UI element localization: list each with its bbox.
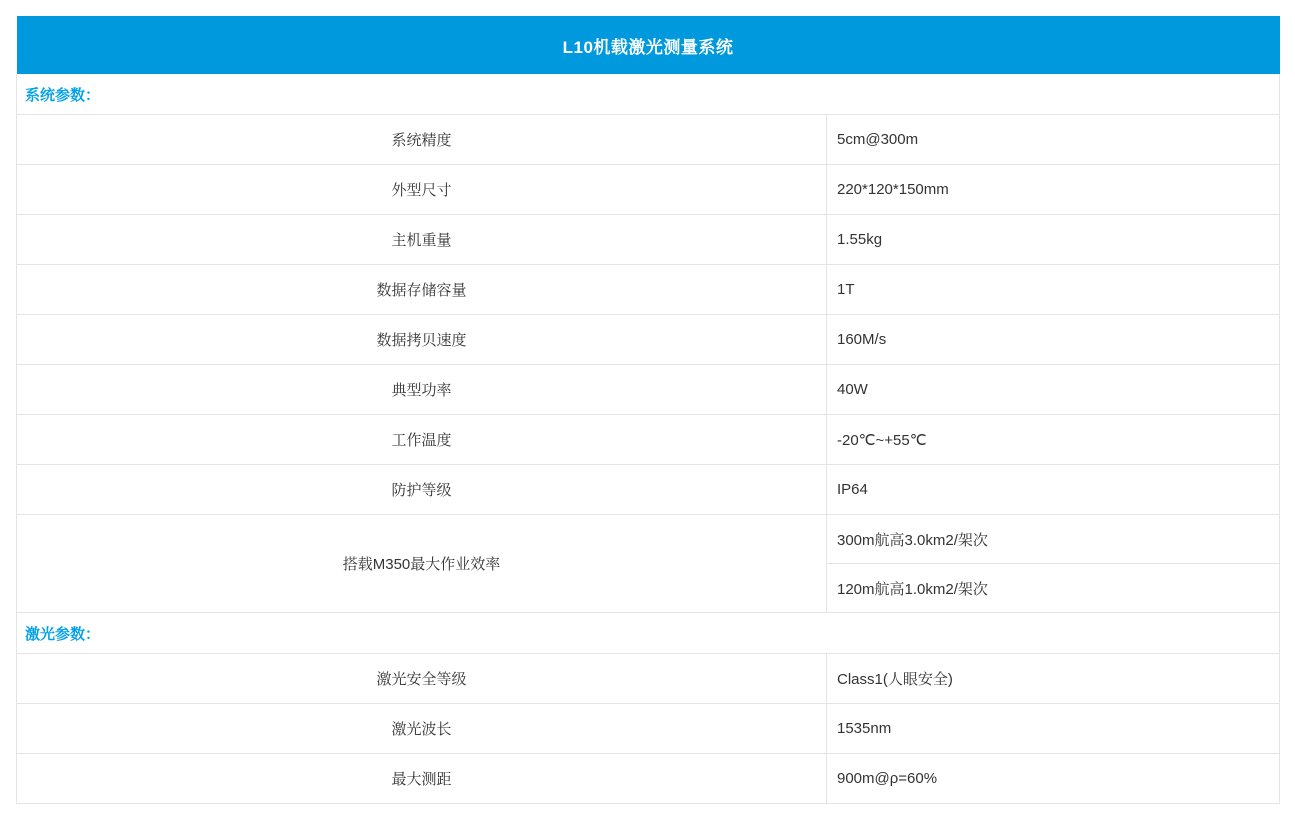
spec-label: 主机重量	[17, 215, 827, 265]
table-row	[17, 265, 1280, 315]
table-row	[17, 215, 1280, 265]
table-row	[17, 465, 1280, 515]
spec-value: 120m航高1.0km2/架次	[827, 564, 1280, 613]
table-row	[17, 115, 1280, 165]
spec-value: 1535nm	[827, 704, 1280, 754]
spec-value: 900m@ρ=60%	[827, 754, 1280, 804]
spec-label: 数据拷贝速度	[17, 315, 827, 365]
table-row	[17, 754, 1280, 804]
spec-value: 300m航高3.0km2/架次	[827, 515, 1280, 564]
table-row	[17, 365, 1280, 415]
spec-label: 激光波长	[17, 704, 827, 754]
spec-value: -20℃~+55℃	[827, 415, 1280, 465]
section-heading-row-system	[17, 74, 1280, 115]
page-title: L10机载激光测量系统	[17, 16, 1280, 74]
spec-value: 1T	[827, 265, 1280, 315]
spec-table-body	[17, 16, 1280, 804]
spec-label: 最大测距	[17, 754, 827, 804]
spec-value: Class1(人眼安全)	[827, 654, 1280, 704]
table-row	[17, 704, 1280, 754]
spec-value: 1.55kg	[827, 215, 1280, 265]
spec-label: 系统精度	[17, 115, 827, 165]
spec-value: IP64	[827, 465, 1280, 515]
section-heading-system: 系统参数：	[17, 74, 1280, 115]
section-heading-row-laser	[17, 613, 1280, 654]
spec-label: 防护等级	[17, 465, 827, 515]
spec-value: 5cm@300m	[827, 115, 1280, 165]
spec-label: 激光安全等级	[17, 654, 827, 704]
spec-value: 40W	[827, 365, 1280, 415]
spec-label: 工作温度	[17, 415, 827, 465]
spec-label: 外型尺寸	[17, 165, 827, 215]
title-row	[17, 16, 1280, 74]
table-row	[17, 415, 1280, 465]
table-row	[17, 515, 1280, 564]
spec-value: 220*120*150mm	[827, 165, 1280, 215]
section-heading-laser: 激光参数：	[17, 613, 1280, 654]
table-row	[17, 165, 1280, 215]
spec-value: 160M/s	[827, 315, 1280, 365]
spec-label: 搭载M350最大作业效率	[17, 515, 827, 613]
specification-table	[16, 16, 1280, 804]
table-row	[17, 654, 1280, 704]
table-row	[17, 315, 1280, 365]
spec-label: 典型功率	[17, 365, 827, 415]
spec-label: 数据存储容量	[17, 265, 827, 315]
